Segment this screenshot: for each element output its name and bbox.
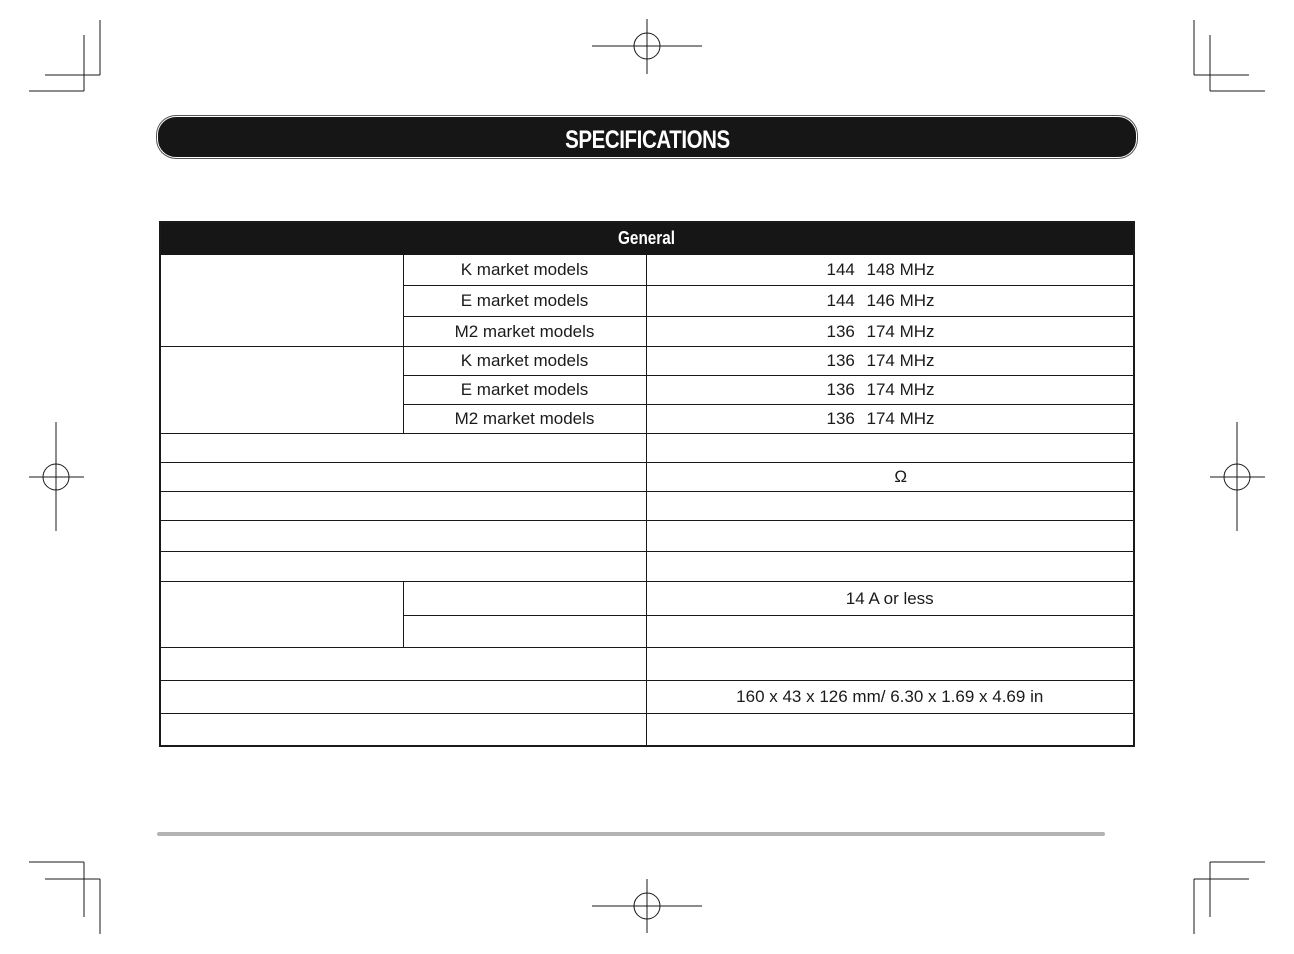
spec-value-cell [646,552,1134,582]
table-row [160,255,1134,286]
spec-value-cell [646,714,1134,746]
spec-label-cell [160,463,646,492]
footer-rule [157,832,1105,836]
table-row [160,648,1134,681]
freq-low: 144 [826,291,855,310]
group-label-cell [160,582,403,648]
model-cell: E market models [403,286,646,317]
table-row [160,463,1134,492]
page-title: SPECIFICATIONS [564,126,730,154]
registration-target-bottom [592,879,702,933]
spec-value-cell [646,492,1134,521]
spec-label-cell [160,492,646,521]
section-header-label: General [618,228,676,248]
spec-label-cell [160,552,646,582]
freq-high: 174 MHz [866,409,935,428]
frequency-cell [646,317,1134,347]
table-row [160,582,1134,616]
freq-low: 136 [826,409,855,428]
frequency-cell [646,255,1134,286]
frequency-cell [646,286,1134,317]
table-row [160,434,1134,463]
freq-low: 136 [826,351,855,370]
table-row [160,552,1134,582]
table-header-row [160,222,1134,255]
impedance-value: Ω [646,463,1134,492]
group-label-cell [160,255,403,347]
freq-low: 144 [826,260,855,279]
freq-low: 136 [826,321,855,341]
group-label-cell [160,347,403,434]
spec-label-cell [160,521,646,552]
current-value: 14 A or less [646,582,1134,616]
sub-label-cell [403,616,646,648]
spec-label-cell [160,648,646,681]
registration-target-right [1210,422,1265,531]
freq-high: 174 MHz [866,321,935,341]
frequency-cell [646,347,1134,376]
registration-target-left [29,422,84,531]
page-title-bar [158,117,1136,157]
spec-value-cell [646,521,1134,552]
spec-label-cell [160,434,646,463]
model-cell: K market models [403,255,646,286]
freq-high: 148 MHz [866,260,935,279]
model-cell: M2 market models [403,317,646,347]
spec-value-cell [646,616,1134,648]
registration-target-top [592,19,702,74]
table-row [160,347,1134,376]
table-row [160,714,1134,746]
spec-value-cell [646,434,1134,463]
model-cell: M2 market models [403,405,646,434]
frequency-cell [646,405,1134,434]
freq-high: 174 MHz [866,380,935,399]
spec-label-cell [160,681,646,714]
specifications-table [159,221,1135,747]
model-cell: E market models [403,376,646,405]
freq-high: 174 MHz [866,351,935,370]
freq-high: 146 MHz [866,291,935,310]
section-header [160,222,1134,255]
spec-label-cell [160,714,646,746]
spec-value-cell [646,648,1134,681]
table-row [160,681,1134,714]
table-row [160,492,1134,521]
sub-label-cell [403,582,646,616]
freq-low: 136 [826,380,855,399]
model-cell: K market models [403,347,646,376]
table-row [160,521,1134,552]
frequency-cell [646,376,1134,405]
dimensions-value: 160 x 43 x 126 mm/ 6.30 x 1.69 x 4.69 in [646,681,1134,714]
